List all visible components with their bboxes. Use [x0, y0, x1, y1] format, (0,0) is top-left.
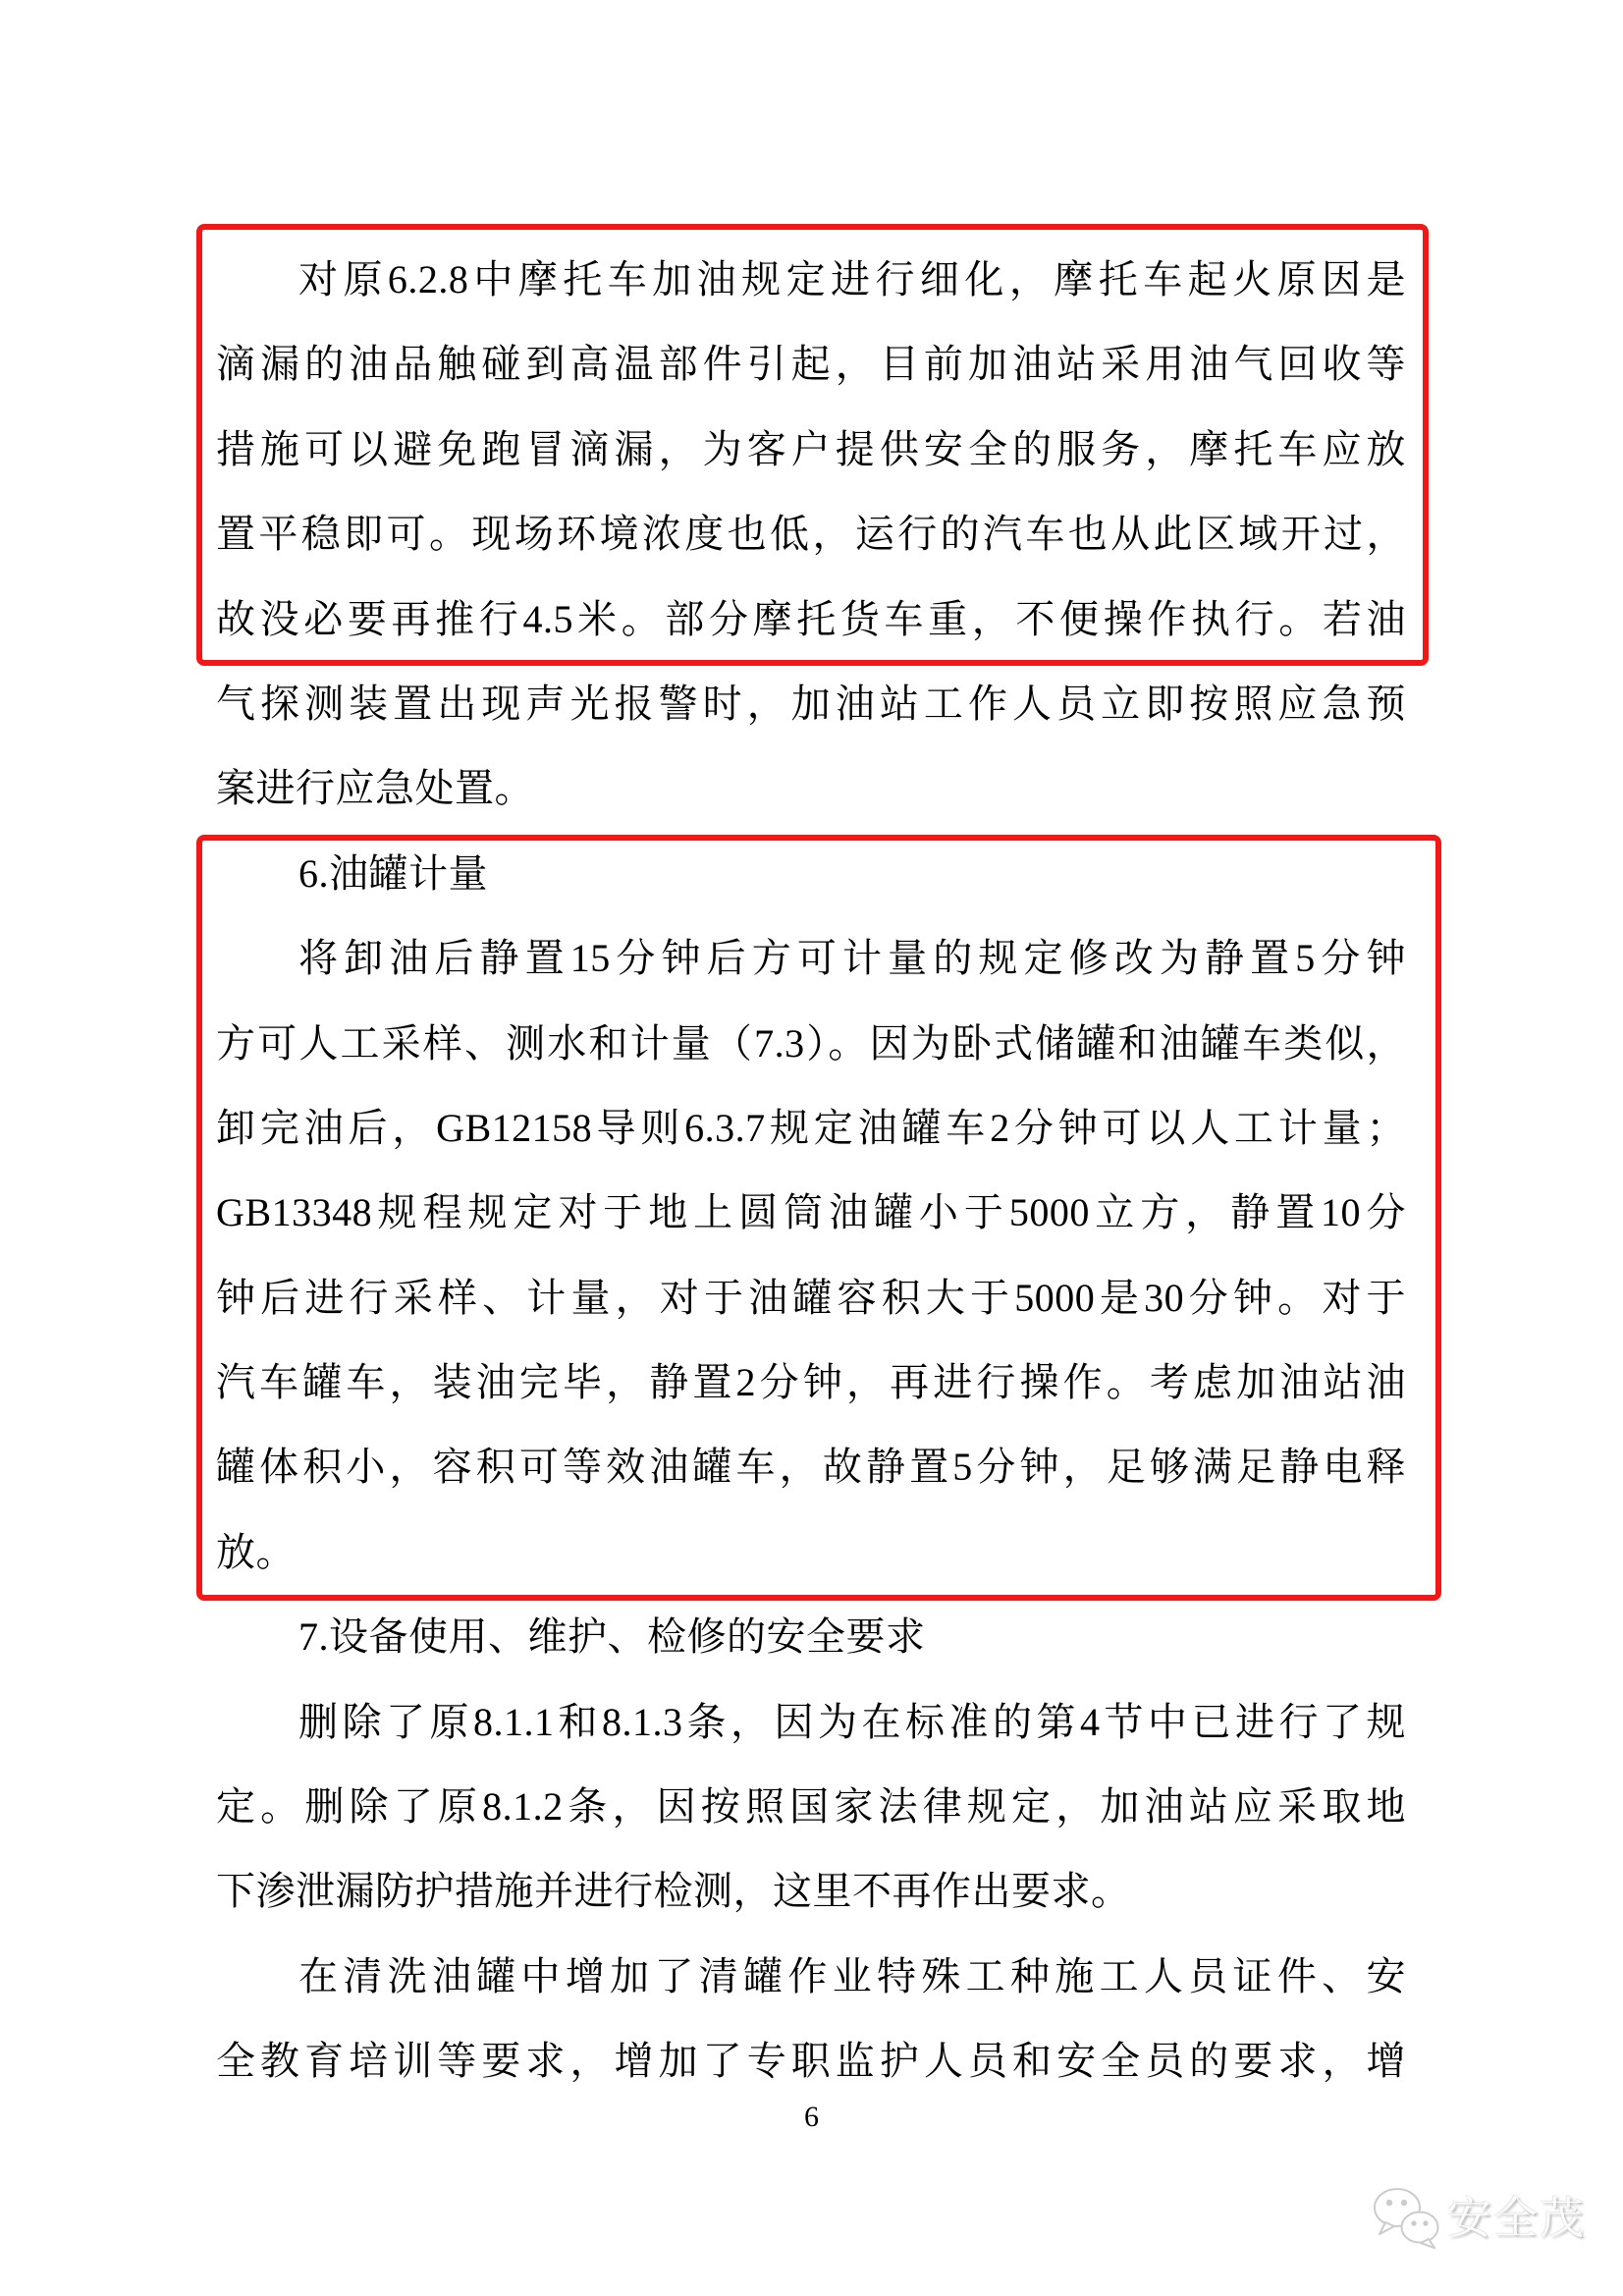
- watermark: [1371, 2186, 1586, 2251]
- text-line: 删除了原8.1.1和8.1.3条，因为在标准的第4节中已进行了规: [298, 1699, 1406, 1744]
- text-line: 案进行应急处置。: [216, 766, 534, 811]
- text-line: 气探测装置出现声光报警时，加油站工作人员立即按照应急预: [216, 681, 1406, 726]
- wechat-icon: [1371, 2186, 1441, 2251]
- page-body-text: [216, 238, 1406, 2105]
- text-line: 罐体积小，容积可等效油罐车，故静置5分钟，足够满足静电释: [216, 1445, 1406, 1490]
- text-line: 定。删除了原8.1.2条，因按照国家法律规定，加油站应采取地: [216, 1784, 1406, 1830]
- text-line: 汽车罐车，装油完毕，静置2分钟，再进行操作。考虑加油站油: [216, 1360, 1406, 1405]
- text-line: 卸完油后，GB12158导则6.3.7规定油罐车2分钟可以人工计量；: [216, 1105, 1406, 1150]
- watermark-label: 安全茂: [1447, 2193, 1587, 2243]
- heading-6-oil-tank-metering: 6.油罐计量: [298, 850, 488, 896]
- text-line: 措施可以避免跑冒滴漏，为客户提供安全的服务，摩托车应放: [216, 426, 1406, 471]
- text-line: 滴漏的油品触碰到高温部件引起，目前加油站采用油气回收等: [216, 342, 1406, 387]
- text-line: 放。: [216, 1529, 296, 1574]
- text-line: 方可人工采样、测水和计量（7.3）。因为卧式储罐和油罐车类似，: [216, 1020, 1406, 1066]
- text-line: 钟后进行采样、计量，对于油罐容积大于5000是30分钟。对于: [216, 1275, 1406, 1320]
- text-line: 将卸油后静置15分钟后方可计量的规定修改为静置5分钟: [298, 936, 1406, 981]
- text-line: 对原6.2.8中摩托车加油规定进行细化，摩托车起火原因是: [298, 257, 1406, 301]
- text-line: GB13348规程规定对于地上圆筒油罐小于5000立方，静置10分: [216, 1190, 1406, 1235]
- heading-7-equipment-safety: 7.设备使用、维护、检修的安全要求: [298, 1614, 926, 1660]
- text-line: 置平稳即可。现场环境浓度也低，运行的汽车也从此区域开过，: [216, 512, 1406, 557]
- page-number: 6: [804, 2101, 819, 2133]
- text-line: 在清洗油罐中增加了清罐作业特殊工种施工人员证件、安: [298, 1953, 1406, 1998]
- text-line: 全教育培训等要求，增加了专职监护人员和安全员的要求，增: [216, 2039, 1406, 2084]
- text-line: 下渗泄漏防护措施并进行检测，这里不再作出要求。: [216, 1869, 1131, 1914]
- text-line: 故没必要再推行4.5米。部分摩托货车重，不便操作执行。若油: [216, 596, 1406, 641]
